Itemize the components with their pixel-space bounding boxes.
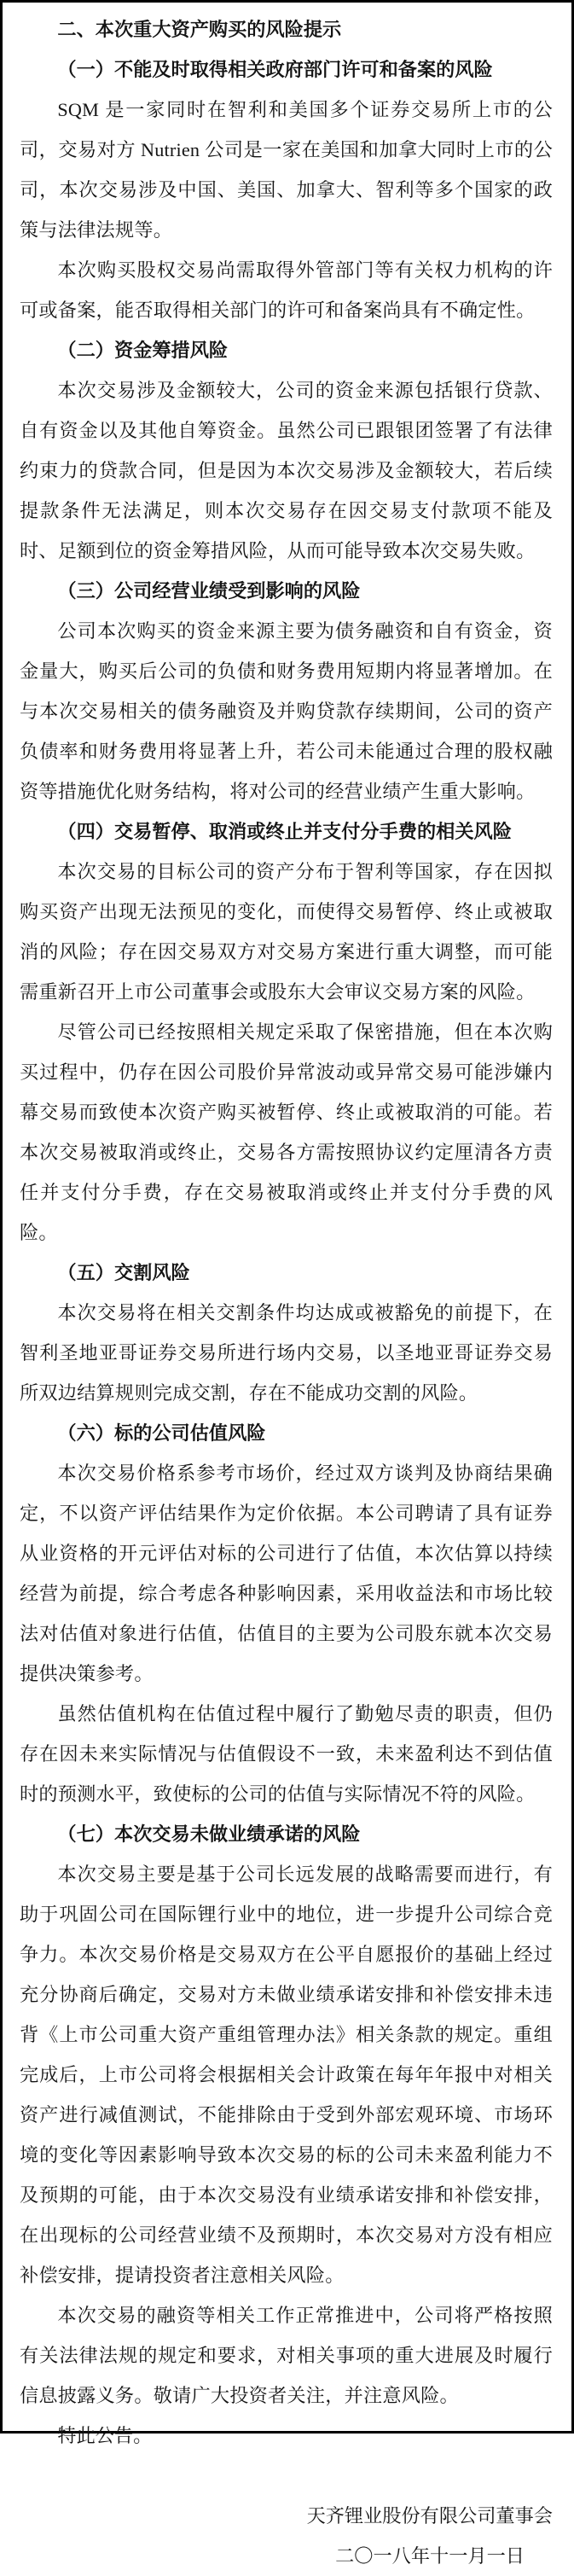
paragraph: 尽管公司已经按照相关规定采取了保密措施，但在本次购买过程中，仍存在因公司股价异常波动或异常交易可能涉嫌内幕交易而致使本次资产购买被暂停、终止或被取消的可能。若本次交易被取消或终止，交易各方需按照协议约定厘清各方责任并支付分手费，存在交易被取消或终止并支付分手费的风险。 (20, 1021, 553, 1243)
paragraph: 虽然估值机构在估值过程中履行了勤勉尽责的职责，但仍存在因未来实际情况与估值假设不一致，未来盈利达不到估值时的预测水平，致使标的公司的估值与实际情况不符的风险。 (20, 1703, 553, 1805)
signature-block (20, 2496, 553, 2576)
paragraph: 本次交易价格系参考市场价，经过双方谈判及协商结果确定，不以资产评估结果作为定价依据。本公司聘请了具有证券从业资格的开元评估对标的公司进行了估值，本次估算以持续经营为前提，综合考虑各种影响因素，采用收益法和市场比较法对估值对象进行估值，估值目的主要为公司股东就本次交易提供决策参考。 (20, 1462, 553, 1684)
paragraph: SQM 是一家同时在智利和美国多个证券交易所上市的公司，交易对方 Nutrien 公司是一家在美国和加拿大同时上市的公司，本次交易涉及中国、美国、加拿大、智利等多个国家的政策与法律法规等。 (20, 99, 553, 241)
signature-line: 天齐锂业股份有限公司董事会 (306, 2505, 553, 2527)
doc-heading: 二、本次重大资产购买的风险提示 (57, 19, 342, 40)
section-title-7: （七）本次交易未做业绩承诺的风险 (57, 1823, 361, 1845)
paragraph: 本次交易涉及金额较大，公司的资金来源包括银行贷款、自有资金以及其他自筹资金。虽然公司已跟银团签署了有法律约束力的贷款合同，但是因为本次交易涉及金额较大，若后续提款条件无法满足，则本次交易存在因交易支付款项不能及时、足额到位的资金筹措风险，从而可能导致本次交易失败。 (20, 380, 553, 561)
paragraph: 本次购买股权交易尚需取得外管部门等有关权力机构的许可或备案，能否取得相关部门的许可和备案尚具有不确定性。 (20, 259, 553, 321)
closing-line: 特此公告。 (57, 2425, 153, 2446)
date-line: 二〇一八年十一月一日 (335, 2545, 525, 2567)
section-title-2: （二）资金筹措风险 (57, 340, 229, 361)
paragraph: 本次交易将在相关交割条件均达成或被豁免的前提下，在智利圣地亚哥证券交易所进行场内交易，以圣地亚哥证券交易所双边结算规则完成交割，存在不能成功交割的风险。 (20, 1302, 553, 1404)
section-title-3: （三）公司经营业绩受到影响的风险 (57, 580, 361, 602)
section-title-6: （六）标的公司估值风险 (57, 1422, 266, 1444)
paragraph: 本次交易的目标公司的资产分布于智利等国家，存在因拟购买资产出现无法预见的变化，而使得交易暂停、终止或被取消的风险；存在因交易双方对交易方案进行重大调整，而可能需重新召开上市公司董事会或股东大会审议交易方案的风险。 (20, 861, 553, 1003)
spacer (20, 2456, 553, 2496)
section-title-5: （五）交割风险 (57, 1262, 190, 1283)
section-title-1: （一）不能及时取得相关政府部门许可和备案的风险 (57, 59, 493, 80)
paragraph: 本次交易的融资等相关工作正常推进中，公司将严格按照有关法律法规的规定和要求，对相关事项的重大进展及时履行信息披露义务。敬请广大投资者关注，并注意风险。 (20, 2305, 553, 2406)
section-title-4: （四）交易暂停、取消或终止并支付分手费的相关风险 (57, 821, 512, 842)
paragraph: 本次交易主要是基于公司长远发展的战略需要而进行，有助于巩固公司在国际锂行业中的地位，进一步提升公司综合竞争力。本次交易价格是交易双方在公平自愿报价的基础上经过充分协商后确定，交易对方未做业绩承诺安排和补偿安排未违背《上市公司重大资产重组管理办法》相关条款的规定。重组完成后，上市公司将会根据相关会计政策在每年年报中对相关资产进行减值测试，不能排除由于受到外部宏观环境、市场环境的变化等因素影响导致本次交易的标的公司未来盈利能力不及预期的可能，由于本次交易没有业绩承诺安排和补偿安排，在出现标的公司经营业绩不及预期时，本次交易对方没有相应补偿安排，提请投资者注意相关风险。 (20, 1864, 553, 2286)
paragraph: 公司本次购买的资金来源主要为债务融资和自有资金，资金量大，购买后公司的负债和财务费用短期内将显著增加。在与本次交易相关的债务融资及并购贷款存续期间，公司的资产负债率和财务费用将显著上升，若公司未能通过合理的股权融资等措施优化财务结构，将对公司的经营业绩产生重大影响。 (20, 620, 553, 802)
